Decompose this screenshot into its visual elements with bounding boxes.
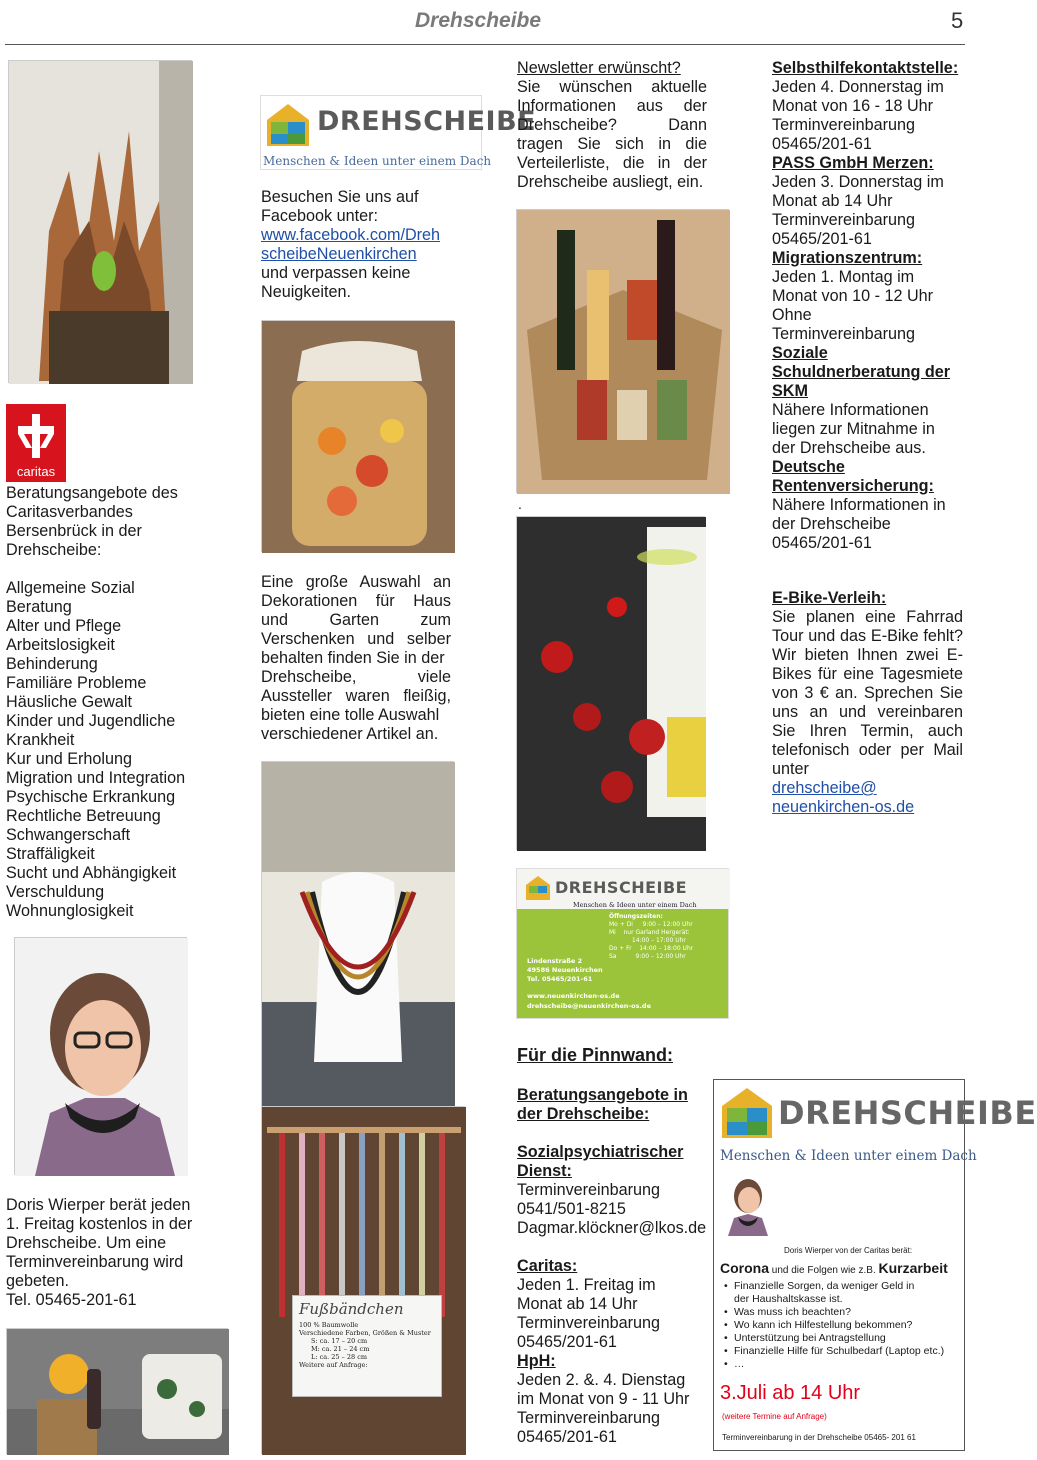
necklace-image xyxy=(262,762,455,1107)
caritas-logo-text: caritas xyxy=(16,464,56,479)
price-sign xyxy=(292,1295,442,1397)
header-rule xyxy=(5,44,965,45)
gift-basket-photo xyxy=(516,209,729,493)
drehscheibe-card xyxy=(516,868,729,1019)
puzzle-house-icon xyxy=(265,102,311,148)
intro-line: Bersenbrück in der xyxy=(6,522,142,540)
page-header xyxy=(0,0,970,46)
flyer-more: (weitere Termine auf Anfrage) xyxy=(722,1412,827,1421)
caritas-intro xyxy=(6,484,196,560)
card-hours-line: Do + Fr 14:00 – 18:00 Uhr xyxy=(609,945,694,952)
spd-line: 0541/501-8215 xyxy=(517,1200,626,1218)
deko-line: Dekorationen für Haus xyxy=(261,592,451,610)
flyer-tagline: Menschen & Ideen unter einem Dach xyxy=(720,1148,977,1164)
mig-line: Monat von 10 - 12 Uhr xyxy=(772,287,934,305)
pillow-decor-photo xyxy=(6,1328,228,1454)
flyer-wordmark: DREHSCHEIBE xyxy=(778,1094,1037,1132)
ebike-line: Bikes für eine Tagesmiete xyxy=(772,665,963,683)
portrait-image xyxy=(15,938,188,1176)
caritas-line: Terminvereinbarung xyxy=(517,1314,661,1332)
sign-line: Verschiedene Farben, Größen & Muster xyxy=(299,1329,431,1337)
header-title: Drehscheibe xyxy=(415,9,542,32)
ebike-heading: E-Bike-Verleih: xyxy=(772,589,887,607)
caritas-line: Jeden 1. Freitag im xyxy=(517,1276,656,1294)
topic-item: Kinder und Jugendliche xyxy=(6,712,176,730)
newsletter-line: Drehscheibe ausliegt, ein. xyxy=(517,173,704,191)
caritas-topic-list xyxy=(6,579,206,921)
beratung-heading: der Drehscheibe: xyxy=(517,1105,650,1123)
headline-corona: Corona xyxy=(720,1260,769,1276)
flyer-footer: Terminvereinbarung in der Drehscheibe 05465- 201 61 xyxy=(722,1433,916,1442)
caritas-heading: Caritas: xyxy=(517,1257,578,1275)
topic-item: Wohnunglosigkeit xyxy=(6,902,134,920)
card-wordmark: DREHSCHEIBE xyxy=(555,878,688,897)
skm-line: liegen zur Mitnahme in xyxy=(772,420,935,438)
drehscheibe-logo xyxy=(260,95,537,170)
flyer-bullet: • Wo kann ich Hilfestellung bekommen? xyxy=(724,1319,960,1332)
ebike-line: telefonisch oder per Mail xyxy=(772,741,963,759)
facebook-text: Facebook unter: xyxy=(261,207,378,225)
pinnwand-block xyxy=(517,1086,717,1447)
card-address xyxy=(527,957,603,984)
topic-item: Familiäre Probleme xyxy=(6,674,147,692)
topic-item: Alter und Pflege xyxy=(6,617,122,635)
topic-item: Verschuldung xyxy=(6,883,105,901)
pinnwand-heading: Für die Pinnwand: xyxy=(517,1045,673,1065)
ebike-line: Tour und das E-Bike fehlt? xyxy=(772,627,963,645)
shk-heading: Selbsthilfekontaktstelle: xyxy=(772,59,959,77)
doris-line: Drehscheibe. Um eine xyxy=(6,1234,167,1252)
newsletter-block xyxy=(517,59,707,192)
sign-line: L: ca. 25 – 28 cm xyxy=(311,1353,368,1361)
drv-line: Nähere Informationen in xyxy=(772,496,946,514)
deko-line: bieten eine tolle Auswahl xyxy=(261,706,440,724)
topic-item: Kur und Erholung xyxy=(6,750,132,768)
topic-item: Migration und Integration xyxy=(6,769,186,787)
flyer-bullets xyxy=(724,1280,960,1371)
col4-top-block xyxy=(772,59,964,553)
flyer-headline xyxy=(720,1260,948,1276)
card-address-line: 49586 Neuenkirchen xyxy=(527,966,603,974)
ebike-line: Sie planen eine Fahrrad xyxy=(772,608,963,626)
deko-line: Aussteller waren fleißig, xyxy=(261,687,451,705)
headline-mid: und die Folgen wie z.B. xyxy=(769,1265,879,1276)
card-address-line: Tel. 05465/201-61 xyxy=(527,975,593,983)
flyer-bullet: • Unterstützung bei Antragstellung xyxy=(724,1332,960,1345)
deko-line: und Garten zum xyxy=(261,611,451,629)
ebike-line: Sie Ihren Termin, auch xyxy=(772,722,963,740)
spd-line: Dagmar.klöckner@lkos.de xyxy=(517,1219,707,1237)
topic-item: Häusliche Gewalt xyxy=(6,693,132,711)
skm-line: Nähere Informationen xyxy=(772,401,929,419)
card-hours-title: Öffnungszeiten: xyxy=(609,913,663,920)
topic-item: Beratung xyxy=(6,598,72,616)
flyer-puzzle-icon xyxy=(720,1086,774,1140)
topic-item: Straffäligkeit xyxy=(6,845,95,863)
spd-heading: Sozialpsychiatrischer xyxy=(517,1143,684,1161)
shk-line: 05465/201-61 xyxy=(772,135,872,153)
bracelets-image xyxy=(262,1107,466,1455)
doris-text xyxy=(6,1196,211,1310)
skm-line: der Drehscheibe aus. xyxy=(772,439,926,457)
topic-item: Behinderung xyxy=(6,655,98,673)
card-hours-line: 14:00 – 17:00 Uhr xyxy=(609,937,686,944)
window-decor-photo xyxy=(516,516,705,850)
pass-line: Monat ab 14 Uhr xyxy=(772,192,893,210)
flyer-portrait xyxy=(724,1172,772,1236)
beratung-heading: Beratungsangebote in xyxy=(517,1086,688,1104)
card-address-line: Lindenstraße 2 xyxy=(527,957,583,965)
fussbaendchen-photo xyxy=(261,1106,465,1454)
ebike-line: Wir bieten Ihnen zwei E- xyxy=(772,646,963,664)
deko-text xyxy=(261,573,451,744)
newsletter-line: Drehscheibe? Dann xyxy=(517,116,707,134)
topic-item: Arbeitslosigkeit xyxy=(6,636,115,654)
shk-line: Terminvereinbarung xyxy=(772,116,916,134)
flyer-bullet: • Was muss ich beachten? xyxy=(724,1306,960,1319)
caritas-logo xyxy=(6,404,66,482)
topic-item: Psychische Erkrankung xyxy=(6,788,176,806)
skm-heading: Schuldnerberatung der xyxy=(772,363,951,381)
card-web-line: drehscheibe@neuenkirchen-os.de xyxy=(527,1002,651,1010)
spacer xyxy=(517,1124,717,1143)
topic-item: Allgemeine Sozial xyxy=(6,579,135,597)
hph-heading: HpH: xyxy=(517,1352,556,1370)
card-web xyxy=(527,991,651,1011)
ebike-line: von 3 € an. Sprechen Sie xyxy=(772,684,963,702)
headline-kurzarbeit: Kurzarbeit xyxy=(878,1260,948,1276)
drv-heading: Rentenversicherung: xyxy=(772,477,934,495)
wood-sculpture-photo xyxy=(8,60,192,383)
skm-heading: SKM xyxy=(772,382,808,400)
pass-heading: PASS GmbH Merzen: xyxy=(772,154,934,172)
spd-line: Terminvereinbarung xyxy=(517,1181,661,1199)
doris-portrait-photo xyxy=(14,937,187,1175)
facebook-link[interactable]: www.facebook.com/Dreh xyxy=(261,226,441,244)
doris-line: gebeten. xyxy=(6,1272,70,1290)
flyer-bullet: • Finanzielle Hilfe für Schulbedarf (Laptop etc.) xyxy=(724,1345,960,1358)
sign-line: M: ca. 21 – 24 cm xyxy=(311,1345,370,1353)
topic-item: Krankheit xyxy=(6,731,75,749)
ebike-line: uns an und vereinbaren xyxy=(772,703,963,721)
topic-item: Schwangerschaft xyxy=(6,826,131,844)
doris-line: Terminvereinbarung wird xyxy=(6,1253,184,1271)
card-hours xyxy=(609,913,693,961)
logo-wordmark: DREHSCHEIBE xyxy=(317,106,537,137)
necklace-photo xyxy=(261,761,454,1106)
jar-image xyxy=(262,321,455,553)
sign-line: Weitere auf Anfrage: xyxy=(299,1361,368,1369)
card-hours-line: Sa 9:00 – 12:00 Uhr xyxy=(609,953,686,960)
deko-line: behalten finden Sie in der xyxy=(261,649,445,667)
intro-line: Drehscheibe: xyxy=(6,541,102,559)
deko-line: verschiedener Artikel an. xyxy=(261,725,439,743)
doris-line: Tel. 05465-201-61 xyxy=(6,1291,137,1309)
facebook-block xyxy=(261,188,461,302)
logo-tagline: Menschen & Ideen unter einem Dach xyxy=(263,154,492,168)
shk-line: Jeden 4. Donnerstag im xyxy=(772,78,944,96)
wood-sculpture-image xyxy=(9,61,193,384)
window-decor-image xyxy=(517,517,706,851)
mail-link[interactable]: drehscheibe@ xyxy=(772,779,877,797)
pass-line: 05465/201-61 xyxy=(772,230,872,248)
newsletter-line: tragen Sie sich in die xyxy=(517,135,707,153)
card-hours-line: Mi nur Garland Hergerät: xyxy=(609,929,690,936)
mig-line: Jeden 1. Montag im xyxy=(772,268,915,286)
deko-line: Verschenken und selber xyxy=(261,630,451,648)
hph-line: Terminvereinbarung xyxy=(517,1409,661,1427)
pillow-image xyxy=(7,1329,229,1455)
ebike-line: unter xyxy=(772,760,809,778)
mig-line: Ohne xyxy=(772,306,812,324)
caritas-line: Monat ab 14 Uhr xyxy=(517,1295,638,1313)
mig-line: Terminvereinbarung xyxy=(772,325,916,343)
sign-line: 100 % Baumwolle xyxy=(299,1321,359,1329)
sign-line: S: ca. 17 – 20 cm xyxy=(311,1337,368,1345)
doris-line: 1. Freitag kostenlos in der xyxy=(6,1215,193,1233)
drv-line: 05465/201-61 xyxy=(772,534,872,552)
facebook-text: Besuchen Sie uns auf xyxy=(261,188,419,206)
corona-flyer xyxy=(713,1079,1037,1451)
card-web-line: www.neuenkirchen-os.de xyxy=(527,992,620,1000)
drv-line: der Drehscheibe xyxy=(772,515,891,533)
spacer xyxy=(517,1238,717,1257)
jar-photo xyxy=(261,320,454,552)
flyer-bullet: • … xyxy=(724,1358,960,1371)
card-hours-line: Mo + Di 9:00 – 12:00 Uhr xyxy=(609,921,693,928)
hph-line: Jeden 2. &. 4. Dienstag xyxy=(517,1371,686,1389)
intro-line: Caritasverbandes xyxy=(6,503,133,521)
shk-line: Monat von 16 - 18 Uhr xyxy=(772,97,934,115)
caritas-line: 05465/201-61 xyxy=(517,1333,617,1351)
caritas-cross-icon xyxy=(6,404,66,466)
basket-image xyxy=(517,210,730,494)
mig-heading: Migrationszentrum: xyxy=(772,249,923,267)
page-number: 5 xyxy=(951,8,964,33)
newsletter-heading: Newsletter erwünscht? xyxy=(517,59,681,77)
hph-line: im Monat von 9 - 11 Uhr xyxy=(517,1390,690,1408)
flyer-date: 3.Juli ab 14 Uhr xyxy=(720,1382,861,1404)
facebook-text: und verpassen keine xyxy=(261,264,411,282)
ebike-block xyxy=(772,589,963,817)
newsletter-line: Sie wünschen aktuelle xyxy=(517,78,707,96)
hph-line: 05465/201-61 xyxy=(517,1428,617,1446)
pass-line: Terminvereinbarung xyxy=(772,211,916,229)
drv-heading: Deutsche xyxy=(772,458,845,476)
card-puzzle-icon xyxy=(525,875,551,901)
pass-line: Jeden 3. Donnerstag im xyxy=(772,173,944,191)
topic-item: Sucht und Abhängigkeit xyxy=(6,864,177,882)
facebook-link[interactable]: scheibeNeuenkirchen xyxy=(261,245,417,263)
spd-heading: Dienst: xyxy=(517,1162,572,1180)
skm-heading: Soziale xyxy=(772,344,828,362)
newsletter-line: Verteilerliste, die in der xyxy=(517,154,707,172)
flyer-caption: Doris Wierper von der Caritas berät: xyxy=(784,1246,913,1255)
deko-line: Eine große Auswahl an xyxy=(261,573,451,591)
newsletter-line: Informationen aus der xyxy=(517,97,707,115)
doris-line: Doris Wierper berät jeden xyxy=(6,1196,191,1214)
topic-item: Rechtliche Betreuung xyxy=(6,807,161,825)
facebook-text: Neuigkeiten. xyxy=(261,283,351,301)
intro-line: Beratungsangebote des xyxy=(6,484,178,502)
flyer-bullet: • Finanzielle Sorgen, da weniger Geld in der Haushaltskasse ist. xyxy=(724,1280,924,1306)
card-tagline: Menschen & Ideen unter einem Dach xyxy=(573,901,697,909)
sign-title: Fußbändchen xyxy=(299,1300,404,1318)
separator-dot: . xyxy=(518,496,522,512)
deko-line: Drehscheibe, viele xyxy=(261,668,451,686)
mail-link[interactable]: neuenkirchen-os.de xyxy=(772,798,915,816)
